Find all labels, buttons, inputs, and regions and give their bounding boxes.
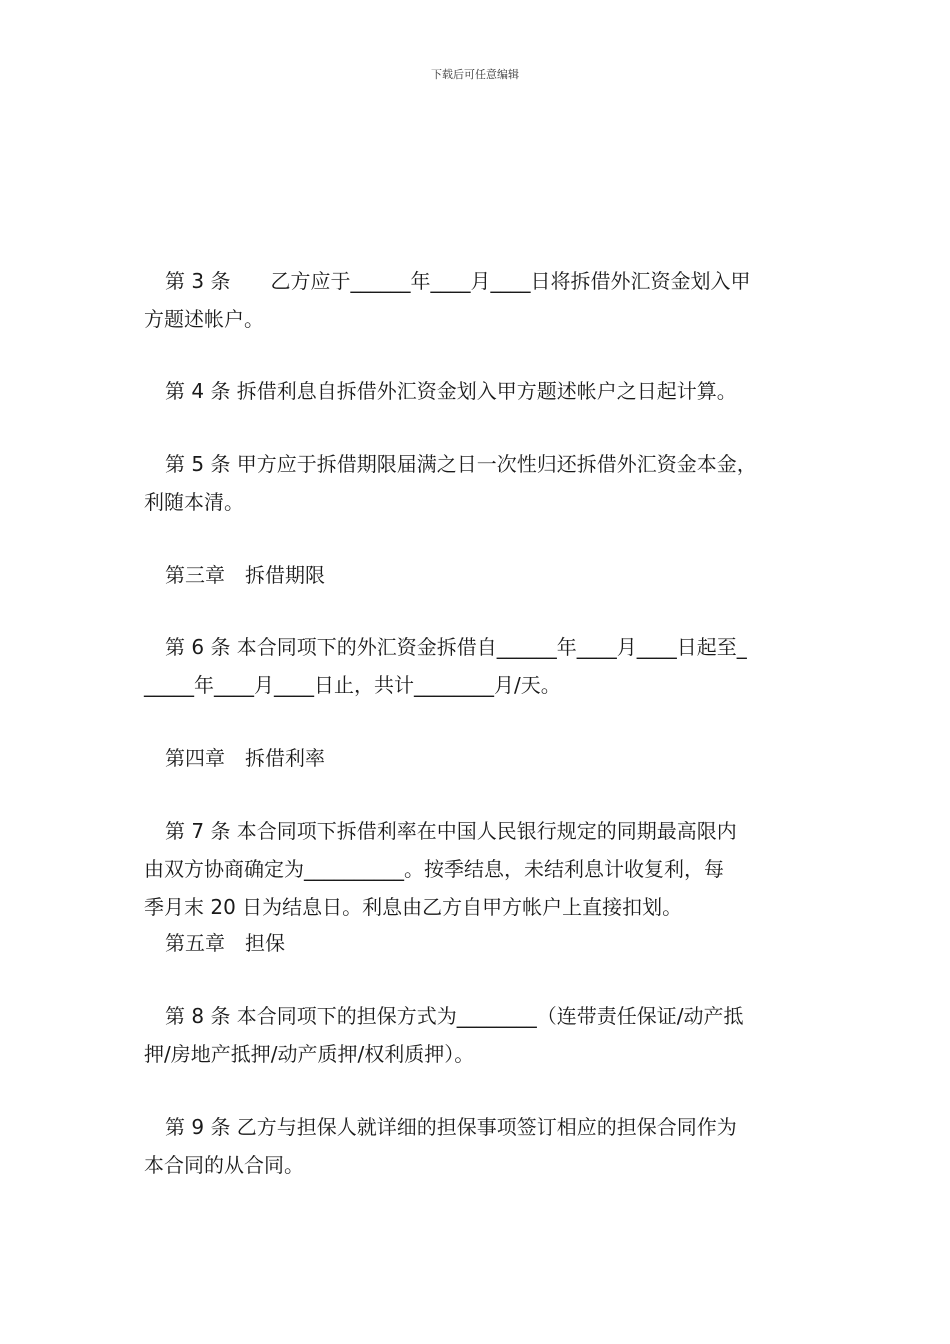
article-3-line-1: 第 3 条 乙方应于______年____月____日将拆借外汇资金划入甲 <box>165 269 751 293</box>
article-6 <box>144 628 824 704</box>
chapter-4-title: 第四章 拆借利率 <box>165 746 325 770</box>
article-8-line-1: 第 8 条 本合同项下的担保方式为________（连带责任保证/动产抵 <box>165 1004 744 1028</box>
article-8-line-2: 押/房地产抵押/动产质押/权利质押）。 <box>144 1042 475 1066</box>
article-8 <box>144 997 824 1073</box>
article-4 <box>144 372 824 410</box>
article-5-line-2: 利随本清。 <box>144 490 244 514</box>
chapter-3-title: 第三章 拆借期限 <box>165 563 325 587</box>
chapter-4-heading <box>144 739 824 777</box>
article-7-line-1: 第 7 条 本合同项下拆借利率在中国人民银行规定的同期最高限内 <box>165 819 737 843</box>
article-9-line-2: 本合同的从合同。 <box>144 1153 304 1177</box>
chapter-5-title: 第五章 担保 <box>165 931 285 955</box>
article-5-line-1: 第 5 条 甲方应于拆借期限届满之日一次性归还拆借外汇资金本金， <box>165 452 757 476</box>
article-3 <box>144 262 824 338</box>
chapter-3-heading <box>144 556 824 594</box>
article-9-line-1: 第 9 条 乙方与担保人就详细的担保事项签订相应的担保合同作为 <box>165 1115 737 1139</box>
article-4-line-1: 第 4 条 拆借利息自拆借外汇资金划入甲方题述帐户之日起计算。 <box>165 379 737 403</box>
article-3-line-2: 方题述帐户。 <box>144 307 264 331</box>
article-9 <box>144 1108 824 1184</box>
chapter-5-heading <box>144 924 824 962</box>
article-5 <box>144 445 824 521</box>
page-header: 下载后可任意编辑 <box>431 68 519 81</box>
article-7-line-3: 季月末 20 日为结息日。利息由乙方自甲方帐户上直接扣划。 <box>144 895 683 919</box>
article-6-line-1: 第 6 条 本合同项下的外汇资金拆借自______年____月____日起至_ <box>165 635 747 659</box>
article-6-line-2: _____年____月____日止，共计________月/天。 <box>144 673 561 697</box>
article-7 <box>144 812 824 926</box>
article-7-line-2: 由双方协商确定为__________。按季结息，未结利息计收复利，每 <box>144 857 724 881</box>
